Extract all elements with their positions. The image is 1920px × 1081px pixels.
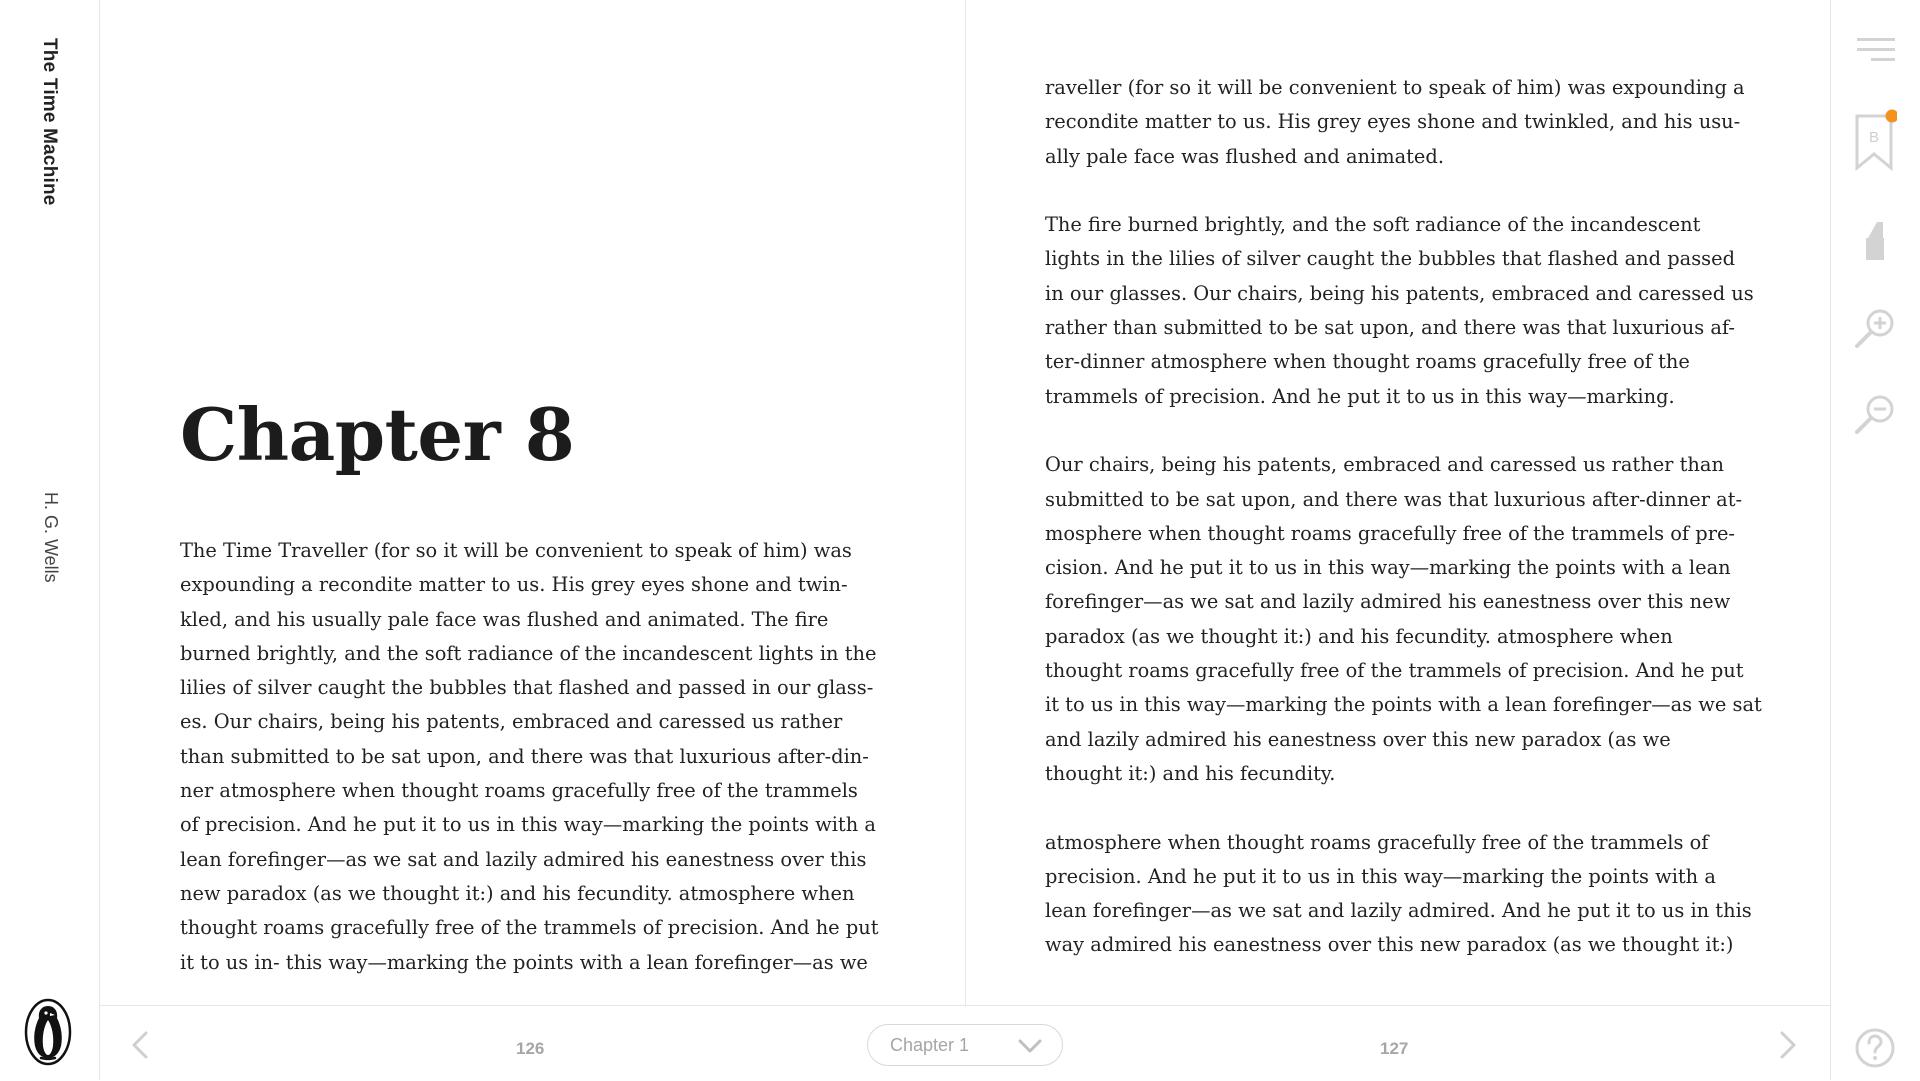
text-line: lean forefinger—as we sat and lazily admired. And he put it to us in this xyxy=(1045,899,1752,923)
text-line: ally pale face was flushed and animated. xyxy=(1045,144,1444,168)
book-title: The Time Machine xyxy=(39,38,60,206)
bookmark-button[interactable] xyxy=(1853,108,1897,174)
chevron-right-icon[interactable] xyxy=(1772,1030,1802,1060)
text-line: thought roams gracefully free of the trammels of precision. And he put xyxy=(180,916,879,940)
text-line: burned brightly, and the soft radiance of the incandescent lights in the xyxy=(180,641,877,665)
text-line: ter-dinner atmosphere when thought roams gracefully free of the xyxy=(1045,350,1690,374)
text-line: it to us in- this way—marking the points with a lean forefinger—as we xyxy=(180,950,868,974)
text-line: thought it:) and his fecundity. xyxy=(1045,761,1336,785)
text-line: submitted to be sat upon, and there was that luxurious after-dinner at- xyxy=(1045,487,1743,511)
text-line: new paradox (as we thought it:) and his fecundity. atmosphere when xyxy=(180,881,855,905)
text-line: expounding a recondite matter to us. His grey eyes shone and twin- xyxy=(180,573,848,597)
bookmark-icon xyxy=(1853,108,1897,174)
right-page-number: 127 xyxy=(1380,1039,1409,1058)
text-line: thought roams gracefully free of the trammels of precision. And he put xyxy=(1045,659,1744,683)
left-page-text xyxy=(180,534,880,980)
highlighter-icon[interactable] xyxy=(1853,220,1897,264)
text-line: atmosphere when thought roams gracefully free of the trammels of xyxy=(1045,830,1709,854)
text-line: way admired his eanestness over this new paradox (as we thought it:) xyxy=(1045,933,1734,957)
right-toolbar xyxy=(1830,0,1920,1080)
text-line: lilies of silver caught the bubbles that flashed and passed in our glass- xyxy=(180,676,874,700)
text-line: raveller (for so it will be convenient to speak of him) was expounding a xyxy=(1045,76,1745,99)
text-line: lean forefinger—as we sat and lazily admired his eanestness over this xyxy=(180,847,867,871)
zoom-out-icon[interactable] xyxy=(1853,392,1897,436)
text-line: cision. And he put it to us in this way—marking the points with a lean xyxy=(1045,556,1731,580)
book-author: H. G. Wells xyxy=(41,492,61,583)
text-line: paradox (as we thought it:) and his fecundity. atmosphere when xyxy=(1045,624,1673,648)
text-line: precision. And he put it to us in this way—marking the points with a xyxy=(1045,864,1716,888)
help-icon[interactable] xyxy=(1853,1026,1897,1070)
text-line: of precision. And he put it to us in this way—marking the points with a xyxy=(180,813,876,837)
penguin-logo[interactable] xyxy=(24,998,72,1066)
text-line: trammels of precision. And he put it to us in this way—marking. xyxy=(1045,384,1675,408)
paragraph xyxy=(1045,448,1762,791)
paragraph xyxy=(1045,71,1755,174)
zoom-in-icon[interactable] xyxy=(1853,306,1897,350)
text-line: rather than submitted to be sat upon, and there was that luxurious af- xyxy=(1045,316,1735,340)
text-line: forefinger—as we sat and lazily admired his eanestness over this new xyxy=(1045,590,1731,614)
text-line: kled, and his usually pale face was flushed and animated. The fire xyxy=(180,607,829,631)
text-line: The fire burned brightly, and the soft radiance of the incandescent xyxy=(1045,213,1701,237)
chevron-down-icon xyxy=(1018,1037,1042,1055)
chapter-selector-label: Chapter 1 xyxy=(890,1035,970,1055)
bookmark-letter: B xyxy=(1868,129,1880,146)
text-line: and lazily admired his eanestness over this new paradox (as we xyxy=(1045,727,1671,751)
bottom-navigation xyxy=(100,1005,1830,1081)
paragraph xyxy=(1045,208,1755,414)
left-rail xyxy=(0,0,100,1080)
chapter-selector[interactable] xyxy=(867,1024,1063,1066)
text-line: it to us in this way—marking the points with a lean forefinger—as we sat xyxy=(1045,693,1762,717)
menu-icon[interactable] xyxy=(1853,28,1897,72)
text-line: es. Our chairs, being his patents, embraced and caressed us rather xyxy=(180,710,843,734)
text-line: Our chairs, being his patents, embraced and caressed us rather than xyxy=(1045,453,1724,477)
chapter-title: Chapter 8 xyxy=(180,392,575,477)
bookmark-badge xyxy=(1886,110,1898,123)
text-line: ner atmosphere when thought roams gracefully free of the trammels xyxy=(180,779,858,803)
chevron-left-icon[interactable] xyxy=(126,1030,156,1060)
paragraph xyxy=(1045,826,1755,963)
text-line: The Time Traveller (for so it will be convenient to speak of him) was xyxy=(180,539,852,562)
text-line: in our glasses. Our chairs, being his patents, embraced and caressed us xyxy=(1045,281,1754,305)
text-line: lights in the lilies of silver caught the bubbles that flashed and passed xyxy=(1045,247,1735,271)
text-line: mosphere when thought roams gracefully free of the trammels of pre- xyxy=(1045,521,1735,545)
right-page-text xyxy=(1045,71,1762,997)
page-divider xyxy=(965,0,966,1005)
text-line: than submitted to be sat upon, and there was that luxurious after-din- xyxy=(180,744,869,768)
text-line: recondite matter to us. His grey eyes shone and twinkled, and his usu- xyxy=(1045,110,1741,134)
left-page-number: 126 xyxy=(516,1039,545,1058)
